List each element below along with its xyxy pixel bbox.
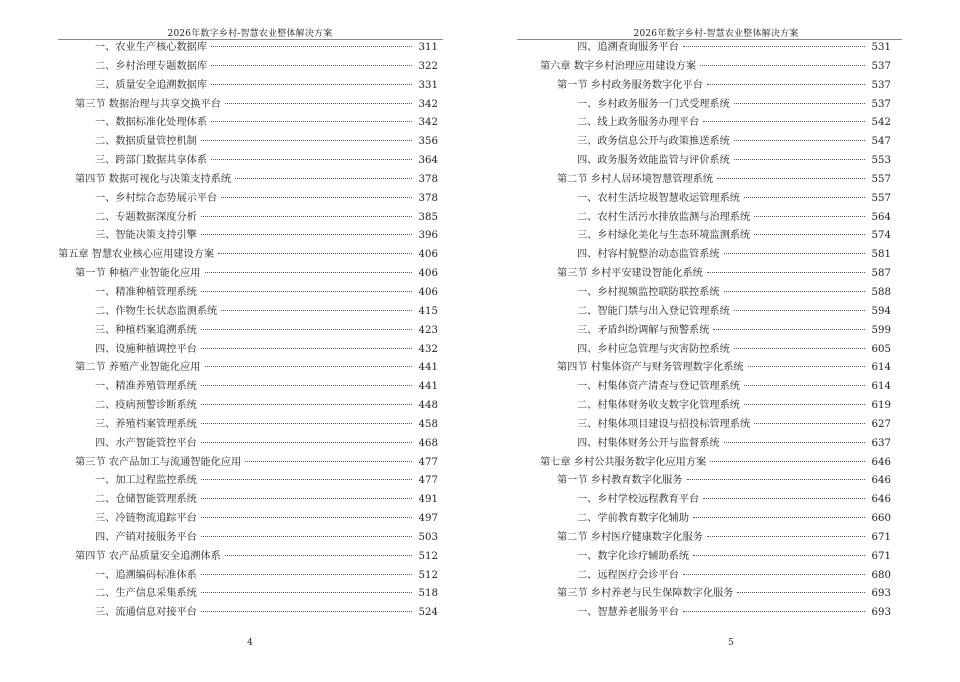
toc-entry-page: 557 <box>871 192 891 204</box>
dot-leader <box>218 253 412 254</box>
toc-entry-page: 671 <box>871 550 891 562</box>
toc-entry-title: 第一节 种植产业智能化应用 <box>75 268 201 280</box>
dot-leader <box>235 178 412 179</box>
dot-leader <box>724 253 865 254</box>
toc-entry-title: 第二节 乡村医疗健康数字化服务 <box>557 531 703 543</box>
dot-leader <box>734 159 865 160</box>
toc-entry-title: 第三节 数据治理与共享交换平台 <box>75 98 221 110</box>
toc-entry[interactable] <box>540 246 891 265</box>
toc-entry-title: 一、精准种植管理系统 <box>95 286 197 298</box>
dot-leader <box>754 216 865 217</box>
toc-entry-page: 432 <box>418 343 438 355</box>
toc-entry-page: 406 <box>418 286 438 298</box>
toc-entry-title: 三、养殖档案管理系统 <box>95 418 197 430</box>
dot-leader <box>754 234 865 235</box>
toc-entry-title: 第二节 养殖产业智能化应用 <box>75 362 201 374</box>
toc-entry[interactable] <box>58 510 438 529</box>
toc-entry-page: 531 <box>871 42 891 53</box>
toc-entry-title: 二、作物生长状态监测系统 <box>95 305 218 317</box>
dot-leader <box>201 517 412 518</box>
toc-entry-page: 619 <box>871 400 891 412</box>
toc-entry-title: 一、加工过程监控系统 <box>95 475 197 487</box>
toc-entry-title: 四、村容村貌整治动态监管系统 <box>577 249 720 261</box>
toc-entry-title: 一、农业生产核心数据库 <box>95 42 208 53</box>
toc-entry-page: 537 <box>871 60 891 72</box>
toc-entry-page: 537 <box>871 98 891 110</box>
toc-entry-title: 二、生产信息采集系统 <box>95 588 197 600</box>
toc-entry[interactable] <box>540 529 891 548</box>
toc-entry-title: 二、远程医疗会诊平台 <box>577 569 679 581</box>
toc-entry-page: 364 <box>418 155 438 167</box>
toc-entry-page: 542 <box>871 117 891 129</box>
toc-entry-title: 三、智能决策支持引擎 <box>95 230 197 242</box>
toc-entry-page: 342 <box>418 98 438 110</box>
toc-entry-title: 第七章 乡村公共服务数字化应用方案 <box>540 456 707 468</box>
toc-entry-page: 322 <box>418 60 438 72</box>
toc-entry[interactable] <box>58 209 438 228</box>
toc-entry-title: 四、乡村应急管理与灾害防控系统 <box>577 343 730 355</box>
toc-entry-page: 448 <box>418 400 438 412</box>
dot-leader <box>683 46 865 47</box>
dot-leader <box>201 291 412 292</box>
toc-entry[interactable] <box>58 491 438 510</box>
toc-entry[interactable] <box>58 133 438 152</box>
toc-entry-page: 646 <box>871 456 891 468</box>
toc-entry[interactable] <box>58 171 438 190</box>
toc-entry-title: 二、数据质量管控机制 <box>95 136 197 148</box>
toc-entry[interactable] <box>58 472 438 491</box>
dot-leader <box>707 84 865 85</box>
toc-entry-page: 518 <box>418 588 438 600</box>
toc-entry-title: 四、产销对接服务平台 <box>95 531 197 543</box>
dot-leader <box>744 404 865 405</box>
toc-entry-title: 第四节 农产品质量安全追溯体系 <box>75 550 221 562</box>
dot-leader <box>245 461 412 462</box>
toc-entry-page: 581 <box>871 249 891 261</box>
toc-entry-title: 一、乡村综合态势展示平台 <box>95 192 218 204</box>
toc-entry[interactable] <box>58 190 438 209</box>
toc-entry-page: 356 <box>418 136 438 148</box>
dot-leader <box>225 555 412 556</box>
dot-leader <box>201 216 412 217</box>
toc-entry-title: 四、追溯查询服务平台 <box>577 42 679 53</box>
toc-entry-page: 512 <box>418 569 438 581</box>
toc-entry[interactable] <box>540 359 891 378</box>
toc-entry-page: 646 <box>871 494 891 506</box>
dot-leader <box>683 611 865 612</box>
toc-entry[interactable] <box>58 435 438 454</box>
dot-leader <box>707 536 865 537</box>
toc-entry-page: 553 <box>871 155 891 167</box>
dot-leader <box>693 517 865 518</box>
toc-entry-page: 693 <box>871 588 891 600</box>
dot-leader <box>201 329 412 330</box>
toc-entry-page: 441 <box>418 381 438 393</box>
toc-entry[interactable] <box>58 152 438 171</box>
dot-leader <box>717 178 865 179</box>
toc-entry-page: 406 <box>418 268 438 280</box>
dot-leader <box>693 555 865 556</box>
dot-leader <box>211 121 412 122</box>
toc-entry-title: 三、政务信息公开与政策推送系统 <box>577 136 730 148</box>
toc-entry[interactable] <box>540 454 891 473</box>
toc-entry-page: 378 <box>418 173 438 185</box>
toc-entry-page: 415 <box>418 305 438 317</box>
toc-entry-title: 四、设施种植调控平台 <box>95 343 197 355</box>
toc-entry-title: 三、冷链物流追踪平台 <box>95 513 197 525</box>
toc-entry[interactable] <box>540 114 891 133</box>
toc-entry-title: 第四节 数据可视化与决策支持系统 <box>75 173 232 185</box>
toc-entry[interactable] <box>540 548 891 567</box>
toc-entry-title: 二、村集体财务收支数字化管理系统 <box>577 400 740 412</box>
toc-entry[interactable] <box>540 604 891 623</box>
dot-leader <box>707 272 865 273</box>
toc-entry[interactable] <box>58 58 438 77</box>
toc-entry-page: 564 <box>871 211 891 223</box>
page-header: 2026年数字乡村-智慧农业整体解决方案 <box>633 29 799 39</box>
toc-entry-title: 第二节 乡村人居环境智慧管理系统 <box>557 173 714 185</box>
toc-entry-page: 693 <box>871 607 891 619</box>
dot-leader <box>687 479 866 480</box>
toc-entry[interactable] <box>58 77 438 96</box>
toc-entry[interactable] <box>540 133 891 152</box>
toc-entry[interactable] <box>58 303 438 322</box>
toc-entry-title: 第四节 村集体资产与财务管理数字化系统 <box>557 362 744 374</box>
dot-leader <box>201 536 412 537</box>
dot-leader <box>734 348 865 349</box>
toc-entry-page: 378 <box>418 192 438 204</box>
toc-entry-page: 468 <box>418 437 438 449</box>
toc-entry-page: 627 <box>871 418 891 430</box>
dot-leader <box>201 140 412 141</box>
toc-entry-page: 491 <box>418 494 438 506</box>
toc-entry[interactable] <box>540 472 891 491</box>
toc-entry-title: 一、乡村视频监控联防联控系统 <box>577 286 720 298</box>
dot-leader <box>724 442 865 443</box>
toc-entry-page: 497 <box>418 513 438 525</box>
dot-leader <box>201 611 412 612</box>
toc-entry-page: 637 <box>871 437 891 449</box>
toc-entry[interactable] <box>540 322 891 341</box>
toc-entry-page: 680 <box>871 569 891 581</box>
dot-leader <box>211 84 412 85</box>
dot-leader <box>205 272 413 273</box>
dot-leader <box>211 46 412 47</box>
toc-entry[interactable] <box>540 190 891 209</box>
dot-leader <box>201 234 412 235</box>
dot-leader <box>734 103 865 104</box>
toc-entry-title: 第三节 乡村平安建设智能化系统 <box>557 268 703 280</box>
toc-entry[interactable] <box>540 227 891 246</box>
toc-entry-title: 四、村集体财务公开与监督系统 <box>577 437 720 449</box>
dot-leader <box>713 329 865 330</box>
toc-entry-page: 396 <box>418 230 438 242</box>
toc-entry-page: 503 <box>418 531 438 543</box>
dot-leader <box>201 423 412 424</box>
toc-entry-title: 二、专题数据深度分析 <box>95 211 197 223</box>
toc-entry[interactable] <box>58 397 438 416</box>
toc-entry-page: 524 <box>418 607 438 619</box>
toc-entry-page: 599 <box>871 324 891 336</box>
dot-leader <box>201 442 412 443</box>
toc-entry-title: 一、精准养殖管理系统 <box>95 381 197 393</box>
toc-entry-page: 537 <box>871 79 891 91</box>
toc-entry[interactable] <box>540 567 891 586</box>
toc-entry[interactable] <box>58 359 438 378</box>
toc-entry-title: 二、疫病预警诊断系统 <box>95 400 197 412</box>
toc-entry[interactable] <box>540 491 891 510</box>
toc-entry-page: 458 <box>418 418 438 430</box>
toc-entry-title: 三、质量安全追溯数据库 <box>95 79 208 91</box>
toc-entry[interactable] <box>540 77 891 96</box>
toc-entry[interactable] <box>540 58 891 77</box>
toc-entry-title: 四、水产智能管控平台 <box>95 437 197 449</box>
toc-entry-title: 一、乡村学校远程教育平台 <box>577 494 700 506</box>
toc-entry-title: 二、学前教育数字化辅助 <box>577 513 690 525</box>
toc-entry[interactable] <box>540 265 891 284</box>
dot-leader <box>737 592 865 593</box>
toc-entry-page: 342 <box>418 117 438 129</box>
page-header: 2026年数字乡村-智慧农业整体解决方案 <box>167 29 333 39</box>
page-number: 5 <box>728 638 734 648</box>
toc-entry-title: 三、乡村绿化美化与生态环境监测系统 <box>577 230 751 242</box>
dot-leader <box>703 121 865 122</box>
toc-entry[interactable] <box>58 341 438 360</box>
toc-entry-title: 三、村集体项目建设与招投标管理系统 <box>577 418 751 430</box>
toc-entry-page: 588 <box>871 286 891 298</box>
toc-entry-page: 423 <box>418 324 438 336</box>
toc-entry[interactable] <box>540 585 891 604</box>
toc-entry[interactable] <box>58 265 438 284</box>
toc-entry[interactable] <box>58 284 438 303</box>
toc-entry[interactable] <box>540 39 891 58</box>
dot-leader <box>201 479 412 480</box>
dot-leader <box>201 385 412 386</box>
toc-entry-title: 二、农村生活污水排放监测与治理系统 <box>577 211 751 223</box>
toc-entry[interactable] <box>540 303 891 322</box>
dot-leader <box>734 310 865 311</box>
toc-entry[interactable] <box>540 416 891 435</box>
dot-leader <box>211 159 412 160</box>
toc-entry-title: 第一节 乡村政务服务数字化平台 <box>557 79 703 91</box>
toc-entry-page: 385 <box>418 211 438 223</box>
toc-entry[interactable] <box>58 114 438 133</box>
toc-entry[interactable] <box>540 510 891 529</box>
toc-entry-title: 二、线上政务服务办理平台 <box>577 117 700 129</box>
toc-entry[interactable] <box>540 284 891 303</box>
toc-entry-title: 一、村集体资产清查与登记管理系统 <box>577 381 740 393</box>
toc-entry-page: 441 <box>418 362 438 374</box>
toc-entry-title: 四、政务服务效能监管与评价系统 <box>577 155 730 167</box>
toc-list <box>540 39 891 623</box>
toc-entry-title: 三、种植档案追溯系统 <box>95 324 197 336</box>
dot-leader <box>201 498 412 499</box>
toc-entry-title: 三、跨部门数据共享体系 <box>95 155 208 167</box>
toc-entry[interactable] <box>58 227 438 246</box>
toc-entry[interactable] <box>58 322 438 341</box>
toc-entry[interactable] <box>58 585 438 604</box>
toc-entry[interactable] <box>540 96 891 115</box>
dot-leader <box>225 103 412 104</box>
toc-entry-page: 331 <box>418 79 438 91</box>
toc-entry[interactable] <box>540 152 891 171</box>
toc-entry-title: 一、乡村政务服务一门式受理系统 <box>577 98 730 110</box>
toc-entry-page: 646 <box>871 475 891 487</box>
toc-entry-title: 第三节 乡村养老与民生保障数字化服务 <box>557 588 734 600</box>
toc-entry-title: 二、仓储智能管理系统 <box>95 494 197 506</box>
right-page <box>480 0 960 682</box>
toc-entry-page: 557 <box>871 173 891 185</box>
toc-entry-title: 第六章 数字乡村治理应用建设方案 <box>540 60 697 72</box>
toc-entry[interactable] <box>540 171 891 190</box>
dot-leader <box>700 65 865 66</box>
toc-entry-title: 二、智能门禁与出入登记管理系统 <box>577 305 730 317</box>
dot-leader <box>754 423 865 424</box>
toc-entry-title: 一、智慧养老服务平台 <box>577 607 679 619</box>
dot-leader <box>221 310 412 311</box>
toc-entry[interactable] <box>540 209 891 228</box>
toc-entry-page: 547 <box>871 136 891 148</box>
toc-entry-page: 594 <box>871 305 891 317</box>
dot-leader <box>724 291 865 292</box>
toc-entry[interactable] <box>58 604 438 623</box>
toc-entry-page: 614 <box>871 362 891 374</box>
toc-entry-title: 一、数字化诊疗辅助系统 <box>577 550 690 562</box>
toc-entry-page: 406 <box>418 249 438 261</box>
dot-leader <box>221 197 412 198</box>
toc-entry[interactable] <box>58 454 438 473</box>
toc-entry-title: 一、追溯编码标准体系 <box>95 569 197 581</box>
toc-entry-title: 第三节 农产品加工与流通智能化应用 <box>75 456 242 468</box>
toc-entry-page: 574 <box>871 230 891 242</box>
toc-entry[interactable] <box>58 416 438 435</box>
dot-leader <box>201 574 412 575</box>
dot-leader <box>683 574 865 575</box>
dot-leader <box>201 404 412 405</box>
dot-leader <box>205 366 413 367</box>
toc-entry-title: 三、矛盾纠纷调解与预警系统 <box>577 324 710 336</box>
toc-entry-page: 512 <box>418 550 438 562</box>
toc-entry[interactable] <box>58 567 438 586</box>
toc-entry-page: 671 <box>871 531 891 543</box>
toc-entry-title: 三、流通信息对接平台 <box>95 607 197 619</box>
dot-leader <box>201 348 412 349</box>
dot-leader <box>703 498 865 499</box>
toc-entry-title: 一、数据标准化处理体系 <box>95 117 208 129</box>
toc-list <box>58 39 438 623</box>
toc-entry[interactable] <box>58 39 438 58</box>
toc-entry-title: 二、乡村治理专题数据库 <box>95 60 208 72</box>
dot-leader <box>744 197 865 198</box>
toc-entry-title: 一、农村生活垃圾智慧收运管理系统 <box>577 192 740 204</box>
toc-entry[interactable] <box>540 341 891 360</box>
dot-leader <box>744 385 865 386</box>
toc-entry[interactable] <box>58 378 438 397</box>
toc-entry[interactable] <box>58 96 438 115</box>
toc-entry[interactable] <box>58 529 438 548</box>
toc-entry-title: 第一节 乡村教育数字化服务 <box>557 475 683 487</box>
toc-entry[interactable] <box>540 378 891 397</box>
toc-entry-page: 477 <box>418 456 438 468</box>
toc-entry-page: 605 <box>871 343 891 355</box>
page-number: 4 <box>247 638 253 648</box>
dot-leader <box>748 366 865 367</box>
toc-entry-page: 587 <box>871 268 891 280</box>
toc-entry-title: 第五章 智慧农业核心应用建设方案 <box>58 249 215 261</box>
toc-entry-page: 614 <box>871 381 891 393</box>
toc-entry[interactable] <box>540 397 891 416</box>
toc-entry-page: 477 <box>418 475 438 487</box>
toc-entry-page: 311 <box>418 42 438 53</box>
dot-leader <box>734 140 865 141</box>
dot-leader <box>710 461 865 462</box>
toc-entry[interactable] <box>58 246 438 265</box>
toc-entry-page: 660 <box>871 513 891 525</box>
toc-entry[interactable] <box>540 435 891 454</box>
dot-leader <box>201 592 412 593</box>
toc-entry[interactable] <box>58 548 438 567</box>
dot-leader <box>211 65 412 66</box>
